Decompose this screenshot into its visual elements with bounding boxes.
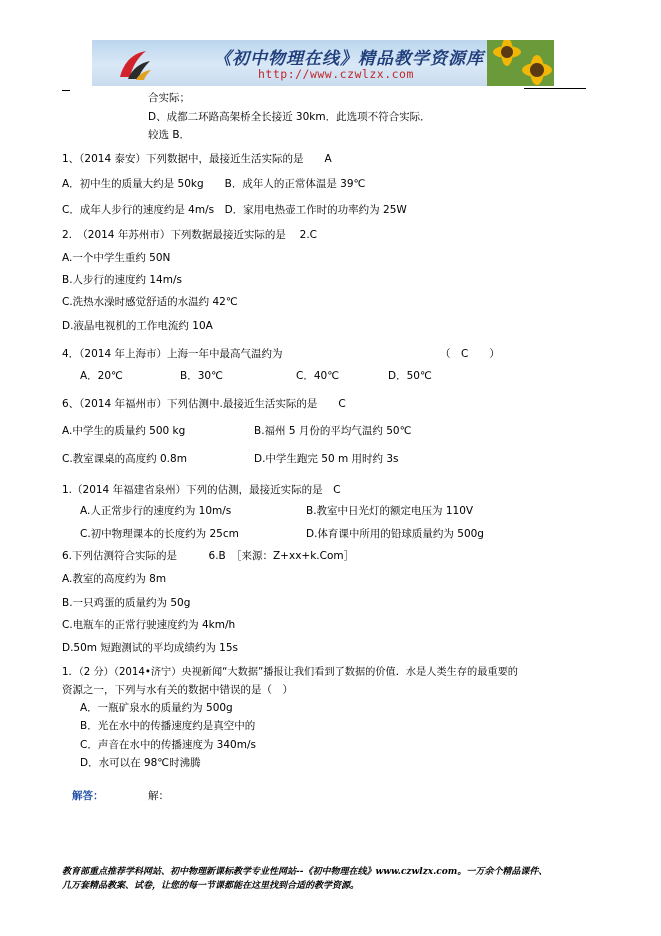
question-title: 4．（2014 年上海市）上海一年中最高气温约为 xyxy=(62,348,283,360)
option-line: C.电瓶车的正常行驶速度约为 4km/h xyxy=(62,619,236,631)
option-b: B.教室中日光灯的额定电压为 110V xyxy=(306,505,474,517)
question-title: 1、（2014 泰安）下列数据中，最接近生活实际的是 A xyxy=(62,153,332,165)
text-line: 较选 B． xyxy=(148,129,191,141)
footer-line-2: 几万套精品教案、试卷，让您的每一节课都能在这里找到合适的教学资源。 xyxy=(62,881,360,891)
question-title: 2. （2014 年苏州市）下列数据最接近实际的是 2.C xyxy=(62,229,318,241)
footer-line-1: 教育部重点推荐学科网站、初中物理新课标教学专业性网站--《初中物理在线》www.czwlzx.com。一万余个精品课件、 xyxy=(62,867,548,877)
option-c: C．声音在水中的传播速度为 340m/s xyxy=(80,739,256,751)
option-line: A．初中生的质量大约是 50kg B．成年人的正常体温是 39℃ xyxy=(62,178,366,190)
option-d: D．水可以在 98℃时沸腾 xyxy=(80,757,201,769)
answer-bracket: （ C ） xyxy=(440,348,500,360)
option-line: B.人步行的速度约 14m/s xyxy=(62,274,182,286)
option-b: B.福州 5 月份的平均气温约 50℃ xyxy=(254,425,412,437)
option-d: D.体育课中所用的铅球质量约为 500g xyxy=(306,528,484,540)
option-d: D.中学生跑完 50 m 用时约 3s xyxy=(254,453,399,465)
option-a: A.中学生的质量约 500 kg xyxy=(62,425,186,437)
option-b: B．30℃ xyxy=(180,370,223,382)
banner-title: 《初中物理在线》精品教学资源库 xyxy=(214,49,484,69)
option-c: C．40℃ xyxy=(296,370,339,382)
option-c: C.初中物理课本的长度约为 25cm xyxy=(80,528,239,540)
question-title: 1．（2 分）（2014•济宁）央视新闻“大数据”播报让我们看到了数据的价值．水是人类生存的最重要的 xyxy=(62,667,518,678)
option-line: B.一只鸡蛋的质量约为 50g xyxy=(62,597,191,609)
header-rule-right xyxy=(524,88,586,89)
option-line: D.50m 短跑测试的平均成绩约为 15s xyxy=(62,642,239,654)
option-b: B．光在水中的传播速度约是真空中的 xyxy=(80,720,256,732)
answer-label: 解答： xyxy=(72,790,104,802)
option-a: A．一瓶矿泉水的质量约为 500g xyxy=(80,702,233,714)
question-title: 1.（2014 年福建省泉州）下列的估测，最接近实际的是 C xyxy=(62,484,341,496)
option-line: C.洗热水澡时感觉舒适的水温约 42℃ xyxy=(62,296,238,308)
header-rule-left xyxy=(62,90,70,91)
solution-label: 解： xyxy=(148,790,169,802)
option-d: D．50℃ xyxy=(388,370,432,382)
question-title: 6、（2014 年福州市）下列估测中.最接近生活实际的是 C xyxy=(62,398,346,410)
banner-url[interactable]: http://www.czwlzx.com xyxy=(258,67,414,81)
option-c: C.教室课桌的高度约 0.8m xyxy=(62,453,187,465)
text-line: D、成都二环路高架桥全长接近 30km．此选项不符合实际． xyxy=(148,111,431,123)
text-line: 合实际； xyxy=(148,92,190,104)
option-line: C．成年人步行的速度约是 4m/s D．家用电热壶工作时的功率约为 25W xyxy=(62,204,407,216)
header-banner xyxy=(92,40,554,86)
option-a: A．20℃ xyxy=(80,370,123,382)
question-title: 6.下列估测符合实际的是 6.B ［来源：Z+xx+k.Com］ xyxy=(62,550,355,562)
option-line: A.一个中学生重约 50N xyxy=(62,252,171,264)
option-line: D.液晶电视机的工作电流约 10A xyxy=(62,320,213,332)
sunflower-icon xyxy=(487,40,554,86)
option-a: A.人正常步行的速度约为 10m/s xyxy=(80,505,232,517)
option-line: A.教室的高度约为 8m xyxy=(62,573,167,585)
question-title-continued: 资源之一，下列与水有关的数据中错误的是（ ） xyxy=(62,684,293,696)
site-logo-icon xyxy=(116,47,152,81)
